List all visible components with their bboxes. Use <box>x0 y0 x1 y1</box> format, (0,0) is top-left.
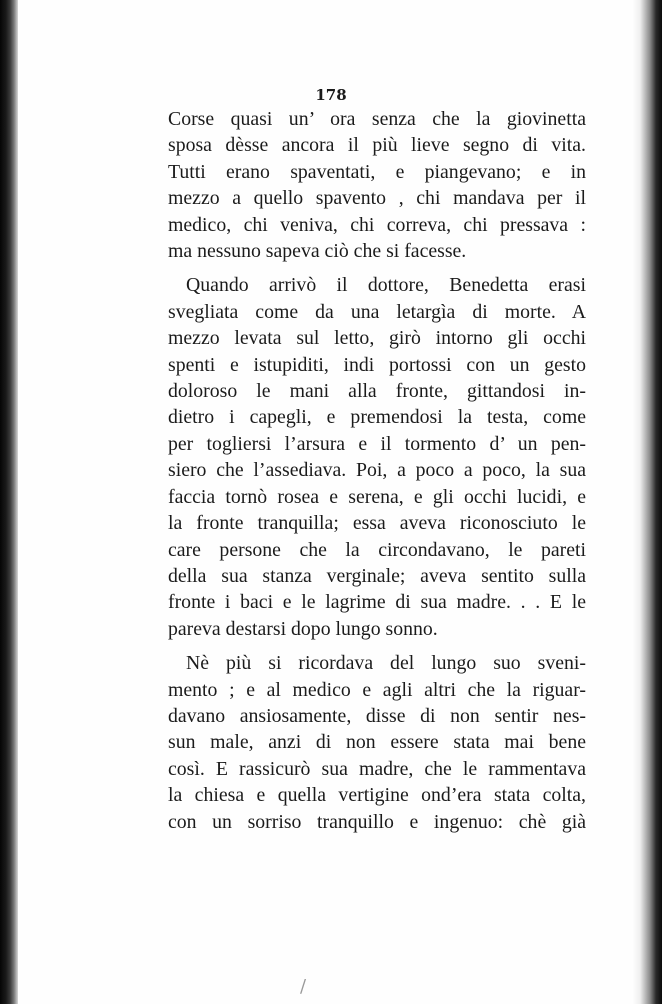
text-line: mezzo levata sul letto, girò intorno gli occhi <box>168 327 586 350</box>
paragraph-gap <box>168 264 586 272</box>
body-text <box>168 106 586 835</box>
text-line: della sua stanza verginale; aveva sentito sulla <box>168 564 586 587</box>
paragraph <box>168 272 586 642</box>
text-line: faccia tornò rosea e serena, e gli occhi lucidi, e <box>168 485 586 508</box>
text-line: mento ; e al medico e agli altri che la riguar- <box>168 678 586 701</box>
text-line: la chiesa e quella vertigine ond’era stata colta, <box>168 784 586 807</box>
text-line: mezzo a quello spavento , chi mandava per il <box>168 187 586 210</box>
paragraph <box>168 106 586 264</box>
text-line: così. E rassicurò sua madre, che le rammentava <box>168 757 586 780</box>
text-line: dietro i capegli, e premendosi la testa, come <box>168 406 586 429</box>
text-line: per togliersi l’arsura e il tormento d’ un pen- <box>168 432 586 455</box>
text-line: fronte i baci e le lagrime di sua madre. . . E le <box>168 591 586 614</box>
text-line: svegliata come da una letargìa di morte. A <box>168 300 586 323</box>
text-line: Corse quasi un’ ora senza che la giovinetta <box>168 108 586 130</box>
text-line: Nè più si ricordava del lungo suo sveni- <box>186 652 586 675</box>
text-line: spenti e istupiditi, indi portossi con un gesto <box>168 353 586 376</box>
paragraph-gap <box>168 642 586 650</box>
text-line: medico, chi veniva, chi correva, chi pressava : <box>168 213 586 236</box>
paragraph <box>168 650 586 835</box>
text-line: sun male, anzi di non essere stata mai bene <box>168 731 586 754</box>
text-line: doloroso le mani alla fronte, gittandosi in- <box>168 380 586 403</box>
text-line: pareva destarsi dopo lungo sonno. <box>168 617 438 640</box>
text-line: Tutti erano spaventati, e piangevano; e in <box>168 160 586 183</box>
text-line: care persone che la circondavano, le pareti <box>168 538 586 561</box>
text-line: siero che l’assediava. Poi, a poco a poco, la sua <box>168 459 586 482</box>
page-right-shadow <box>632 0 662 1004</box>
page-number: 178 <box>315 86 347 104</box>
page-left-shadow <box>0 0 18 1004</box>
ink-mark: / <box>300 976 307 997</box>
text-line: davano ansiosamente, disse di non sentir nes- <box>168 704 586 727</box>
text-line: ma nessuno sapeva ciò che si facesse. <box>168 240 467 263</box>
text-line: con un sorriso tranquillo e ingenuo: chè già <box>168 810 586 833</box>
text-line: Quando arrivò il dottore, Benedetta erasi <box>186 274 586 297</box>
text-line: sposa dèsse ancora il più lieve segno di vita. <box>168 134 586 157</box>
text-line: la fronte tranquilla; essa aveva riconosciuto le <box>168 512 586 535</box>
